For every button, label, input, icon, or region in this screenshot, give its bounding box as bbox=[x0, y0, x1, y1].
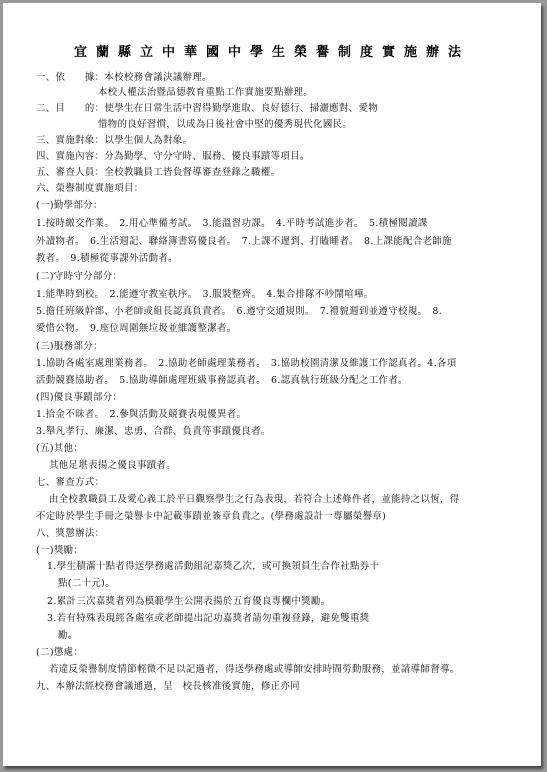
service-line: 1.協助各處室處理業務者。 2.協助老師處理業務者。 3.協助校園清潔及維護工作認真者。4.各項 bbox=[36, 358, 457, 369]
reward-heading: 八、獎懲辦法： bbox=[36, 528, 105, 539]
reward-line: 勵。 bbox=[58, 630, 78, 641]
document-page bbox=[3, 3, 541, 766]
purpose-text: 惜物的良好習慣，以成為日後社會中堅的優秀現代化國民。 bbox=[98, 119, 353, 130]
review-line: 不定時於學生手冊之榮譽卡中記載事蹟並簽章負責之。(學務處設計一專屬榮譽章) bbox=[36, 511, 387, 522]
approval-line: 九、本辦法經校務會議通過，呈 校長核准後實施，修正亦同 bbox=[36, 681, 300, 692]
study-line: 1.按時繳交作業。 2.用心準備考試。 3.能溫習功課。 4.平時考試進步者。 5.積極閱讀課 bbox=[36, 218, 428, 229]
study-line: 外讀物者。 6.生活週記、聯絡簿書寫優良者。 7.上課不遲到、打瞌睡者。 8.上課能配合老師施 bbox=[36, 236, 452, 247]
service-line: 活動競賽協助者。 5.協助導師處理班級事務認真者。 6.認真執行班級分配之工作者。 bbox=[36, 375, 408, 386]
document-title: 宜蘭縣立中華國中學生榮譽制度實施辦法 bbox=[73, 45, 470, 60]
deeds-line: 1.拾金不昧者。 2.參與活動及競賽表現優異者。 bbox=[36, 409, 247, 420]
study-heading: (一)勤學部分： bbox=[36, 200, 103, 211]
study-line: 教者。 9.積極從事課外活動者。 bbox=[36, 253, 178, 264]
basis-heading: 一、依 據：本校校務會議決議辦理。 bbox=[36, 72, 212, 83]
punctuality-line: 1.能準時到校。 2.能遵守教室秩序。 3.服裝整齊。 4.集合排隊不吵鬧喧嘩。 bbox=[36, 289, 374, 300]
punctuality-line: 愛惜公物。 9.座位周圍無垃圾並維護整潔者。 bbox=[36, 323, 237, 334]
punctuality-heading: (二)守時守分部分： bbox=[36, 271, 123, 282]
reward-line: 1.學生積滿十點者得送學務處活動組記嘉獎乙次，或可換領員生合作社點券十 bbox=[47, 561, 380, 572]
reward-sub-heading: (一)獎勵： bbox=[36, 545, 84, 556]
basis-text: 本校人權法治暨品德教育重點工作實施要點辦理。 bbox=[98, 87, 314, 98]
review-heading: 七、審查方式： bbox=[36, 477, 105, 488]
service-heading: (三)服務部分： bbox=[36, 341, 103, 352]
purpose-heading: 二、目 的：使學生在日常生活中習得勤學進取、良好德行、掃灑應對、愛物 bbox=[36, 103, 379, 114]
reward-line: 2.累計三次嘉獎者列為模範學生公開表揚於五育優良專欄中獎勵。 bbox=[47, 596, 331, 607]
target-line: 三、實施對象：以學生個人為對象。 bbox=[36, 135, 193, 146]
items-heading: 六、榮譽制度實施項目： bbox=[36, 183, 144, 194]
deeds-line: 3.舉凡孝行、廉潔、忠勇、合群、負責等事蹟優良者。 bbox=[36, 426, 271, 437]
other-line: 其他足堪表揚之優良事蹟者。 bbox=[49, 460, 177, 471]
penalty-line: 若違反榮譽制度情節輕微不足以記過者，得送學務處或導師安排時間勞動服務，並請導師督導。 bbox=[49, 664, 460, 675]
reviewer-line: 五、審查人員：全校教職員工皆負督導審查登錄之職權。 bbox=[36, 167, 281, 178]
content-line: 四、實施內容：分為勤學、守分守時、服務、優良事蹟等項目。 bbox=[36, 151, 310, 162]
reward-line: 3.若有特殊表現經各處室或老師提出記功嘉獎者請勿重複登錄，避免雙重獎 bbox=[47, 613, 370, 624]
document-body bbox=[3, 3, 541, 766]
deeds-heading: (四)優良事蹟部分： bbox=[36, 392, 123, 403]
reward-line: 點(二十元)。 bbox=[58, 578, 115, 589]
review-line: 由全校教職員工及愛心義工於平日觀察學生之行為表現，若符合上述條件者，並能持之以恆，得 bbox=[49, 494, 460, 505]
penalty-heading: (二)懲處： bbox=[36, 647, 84, 658]
other-heading: (五)其他： bbox=[36, 443, 84, 454]
punctuality-line: 5.擔任班級幹部、小老師或組長認真負責者。 6.遵守交通規則。 7.禮貌週到並遵守校規。 8. bbox=[36, 306, 443, 317]
